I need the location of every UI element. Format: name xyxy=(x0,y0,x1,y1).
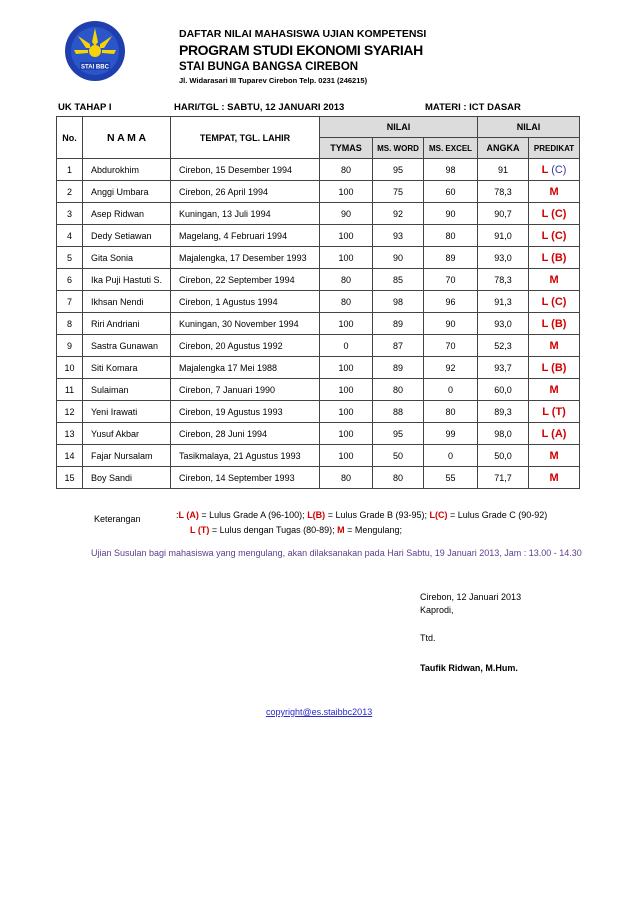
cell-nama: Ika Puji Hastuti S. xyxy=(83,269,171,291)
cell-nama: Gita Sonia xyxy=(83,247,171,269)
header-institution: STAI BUNGA BANGSA CIREBON xyxy=(179,61,359,73)
cell-ms-excel: 70 xyxy=(424,269,478,291)
cell-angka: 93,7 xyxy=(478,357,529,379)
cell-ms-excel: 92 xyxy=(424,357,478,379)
cell-no: 8 xyxy=(57,313,83,335)
cell-predikat: M xyxy=(529,181,580,203)
table-row xyxy=(57,291,580,313)
cell-angka: 71,7 xyxy=(478,467,529,489)
cell-ttl: Kuningan, 30 November 1994 xyxy=(171,313,320,335)
table-row xyxy=(57,467,580,489)
header-program: PROGRAM STUDI EKONOMI SYARIAH xyxy=(179,42,423,58)
table-row xyxy=(57,181,580,203)
cell-no: 15 xyxy=(57,467,83,489)
cell-ms-word: 75 xyxy=(373,181,424,203)
keterangan-line-1: :L (A) = Lulus Grade A (96-100); L(B) = Lulus Grade B (93-95); L(C) = Lulus Grade C (90-92) xyxy=(176,510,548,520)
cell-ttl: Majalengka 17 Mei 1988 xyxy=(171,357,320,379)
header-ms-word: MS. WORD xyxy=(373,138,424,159)
cell-predikat: L (C) xyxy=(529,291,580,313)
table-row xyxy=(57,225,580,247)
legend-lb: L(B) xyxy=(307,510,326,520)
cell-predikat: L (C) xyxy=(529,159,580,181)
cell-no: 9 xyxy=(57,335,83,357)
cell-ttl: Cirebon, 14 September 1993 xyxy=(171,467,320,489)
info-hari: HARI/TGL : SABTU, 12 JANUARI 2013 xyxy=(174,102,345,113)
signature-place-date: Cirebon, 12 Januari 2013 xyxy=(420,592,522,602)
signature-name: Taufik Ridwan, M.Hum. xyxy=(420,663,518,673)
cell-ttl: Majalengka, 17 Desember 1993 xyxy=(171,247,320,269)
signature-role: Kaprodi, xyxy=(420,605,454,615)
cell-ttl: Cirebon, 15 Desember 1994 xyxy=(171,159,320,181)
cell-tymas: 80 xyxy=(320,291,373,313)
cell-nama: Sulaiman xyxy=(83,379,171,401)
table-row xyxy=(57,379,580,401)
cell-ttl: Tasikmalaya, 21 Agustus 1993 xyxy=(171,445,320,467)
cell-ttl: Cirebon, 1 Agustus 1994 xyxy=(171,291,320,313)
cell-angka: 52,3 xyxy=(478,335,529,357)
cell-predikat: L (C) xyxy=(529,203,580,225)
cell-nama: Anggi Umbara xyxy=(83,181,171,203)
cell-ttl: Cirebon, 19 Agustus 1993 xyxy=(171,401,320,423)
keterangan-line-2: L (T) = Lulus dengan Tugas (80-89); M = Mengulang; xyxy=(190,525,402,535)
cell-tymas: 100 xyxy=(320,313,373,335)
cell-ms-word: 50 xyxy=(373,445,424,467)
cell-ms-excel: 0 xyxy=(424,379,478,401)
cell-nama: Asep Ridwan xyxy=(83,203,171,225)
table-row xyxy=(57,357,580,379)
cell-angka: 78,3 xyxy=(478,181,529,203)
legend-lc: L(C) xyxy=(429,510,448,520)
table-row xyxy=(57,247,580,269)
cell-tymas: 100 xyxy=(320,423,373,445)
cell-ttl: Cirebon, 7 Januari 1990 xyxy=(171,379,320,401)
cell-angka: 91 xyxy=(478,159,529,181)
cell-predikat: L (C) xyxy=(529,225,580,247)
header-nilai-1: NILAI xyxy=(320,117,478,138)
cell-no: 12 xyxy=(57,401,83,423)
cell-angka: 90,7 xyxy=(478,203,529,225)
cell-tymas: 80 xyxy=(320,269,373,291)
grade-table xyxy=(56,116,580,489)
cell-predikat: M xyxy=(529,379,580,401)
cell-ttl: Cirebon, 20 Agustus 1992 xyxy=(171,335,320,357)
cell-ms-word: 85 xyxy=(373,269,424,291)
cell-no: 10 xyxy=(57,357,83,379)
header-tymas: TYMAS xyxy=(320,138,373,159)
cell-predikat: M xyxy=(529,445,580,467)
cell-ms-excel: 55 xyxy=(424,467,478,489)
cell-angka: 60,0 xyxy=(478,379,529,401)
table-row xyxy=(57,269,580,291)
header-address: Jl. Widarasari III Tuparev Cirebon Telp. 0231 (246215) xyxy=(179,76,368,85)
cell-no: 2 xyxy=(57,181,83,203)
cell-ms-excel: 99 xyxy=(424,423,478,445)
cell-ms-word: 88 xyxy=(373,401,424,423)
table-row xyxy=(57,445,580,467)
legend-lt: L (T) xyxy=(190,525,210,535)
cell-ms-word: 90 xyxy=(373,247,424,269)
cell-ms-excel: 80 xyxy=(424,401,478,423)
cell-ms-excel: 90 xyxy=(424,203,478,225)
header-no: No. xyxy=(57,117,83,159)
cell-no: 6 xyxy=(57,269,83,291)
cell-ms-word: 95 xyxy=(373,423,424,445)
cell-tymas: 0 xyxy=(320,335,373,357)
cell-ms-word: 95 xyxy=(373,159,424,181)
cell-ms-word: 80 xyxy=(373,467,424,489)
cell-nama: Yusuf Akbar xyxy=(83,423,171,445)
cell-no: 3 xyxy=(57,203,83,225)
table-row xyxy=(57,423,580,445)
cell-angka: 91,3 xyxy=(478,291,529,313)
cell-tymas: 100 xyxy=(320,247,373,269)
legend-m: M xyxy=(337,525,345,535)
header-ms-excel: MS. EXCEL xyxy=(424,138,478,159)
cell-tymas: 100 xyxy=(320,379,373,401)
cell-predikat: M xyxy=(529,269,580,291)
cell-no: 7 xyxy=(57,291,83,313)
cell-nama: Sastra Gunawan xyxy=(83,335,171,357)
signature-ttd: Ttd. xyxy=(420,633,436,643)
cell-predikat: M xyxy=(529,335,580,357)
cell-nama: Dedy Setiawan xyxy=(83,225,171,247)
cell-nama: Riri Andriani xyxy=(83,313,171,335)
cell-ms-excel: 80 xyxy=(424,225,478,247)
cell-no: 13 xyxy=(57,423,83,445)
cell-predikat: L (B) xyxy=(529,357,580,379)
info-tahap: UK TAHAP I xyxy=(58,102,112,113)
stai-bbc-logo xyxy=(64,20,126,82)
cell-predikat: M xyxy=(529,467,580,489)
cell-ttl: Magelang, 4 Februari 1994 xyxy=(171,225,320,247)
cell-ms-excel: 96 xyxy=(424,291,478,313)
info-materi: MATERI : ICT DASAR xyxy=(425,102,521,113)
cell-ms-word: 89 xyxy=(373,313,424,335)
header-ttl: TEMPAT, TGL. LAHIR xyxy=(171,117,320,159)
cell-no: 4 xyxy=(57,225,83,247)
header-nilai-2: NILAI xyxy=(478,117,580,138)
cell-ttl: Cirebon, 26 April 1994 xyxy=(171,181,320,203)
header-predikat: PREDIKAT xyxy=(529,138,580,159)
cell-ms-word: 89 xyxy=(373,357,424,379)
copyright-link[interactable]: copyright@es.staibbc2013 xyxy=(266,707,373,717)
cell-ttl: Cirebon, 28 Juni 1994 xyxy=(171,423,320,445)
table-row xyxy=(57,401,580,423)
cell-no: 11 xyxy=(57,379,83,401)
cell-ms-word: 87 xyxy=(373,335,424,357)
table-row xyxy=(57,335,580,357)
cell-ms-excel: 89 xyxy=(424,247,478,269)
cell-predikat: L (A) xyxy=(529,423,580,445)
cell-no: 5 xyxy=(57,247,83,269)
cell-predikat: L (B) xyxy=(529,247,580,269)
cell-ms-excel: 0 xyxy=(424,445,478,467)
cell-angka: 93,0 xyxy=(478,313,529,335)
cell-ttl: Cirebon, 22 September 1994 xyxy=(171,269,320,291)
cell-angka: 91,0 xyxy=(478,225,529,247)
cell-ms-excel: 70 xyxy=(424,335,478,357)
cell-ms-word: 93 xyxy=(373,225,424,247)
logo-text: STAI BBC xyxy=(81,64,109,71)
cell-tymas: 100 xyxy=(320,181,373,203)
cell-ms-excel: 98 xyxy=(424,159,478,181)
cell-ms-excel: 60 xyxy=(424,181,478,203)
cell-tymas: 100 xyxy=(320,357,373,379)
cell-angka: 98,0 xyxy=(478,423,529,445)
header-nama: N A M A xyxy=(83,117,171,159)
makeup-exam-note: Ujian Susulan bagi mahasiswa yang mengulang, akan dilaksanakan pada Hari Sabtu, 19 Januari 2013, Jam : 13.00 - 14.30 xyxy=(91,548,582,558)
cell-nama: Boy Sandi xyxy=(83,467,171,489)
cell-tymas: 90 xyxy=(320,203,373,225)
cell-angka: 93,0 xyxy=(478,247,529,269)
cell-tymas: 100 xyxy=(320,225,373,247)
cell-nama: Fajar Nursalam xyxy=(83,445,171,467)
cell-no: 1 xyxy=(57,159,83,181)
legend-la: L (A) xyxy=(178,510,199,520)
cell-ms-word: 92 xyxy=(373,203,424,225)
cell-ms-word: 80 xyxy=(373,379,424,401)
cell-tymas: 80 xyxy=(320,467,373,489)
header-title: DAFTAR NILAI MAHASISWA UJIAN KOMPETENSI xyxy=(179,28,427,40)
cell-angka: 50,0 xyxy=(478,445,529,467)
cell-nama: Yeni Irawati xyxy=(83,401,171,423)
table-row xyxy=(57,203,580,225)
cell-predikat: L (B) xyxy=(529,313,580,335)
cell-nama: Siti Komara xyxy=(83,357,171,379)
table-row xyxy=(57,313,580,335)
cell-tymas: 100 xyxy=(320,401,373,423)
header-angka: ANGKA xyxy=(478,138,529,159)
cell-nama: Abdurokhim xyxy=(83,159,171,181)
cell-predikat: L (T) xyxy=(529,401,580,423)
cell-ms-word: 98 xyxy=(373,291,424,313)
cell-no: 14 xyxy=(57,445,83,467)
table-row xyxy=(57,159,580,181)
cell-tymas: 80 xyxy=(320,159,373,181)
cell-nama: Ikhsan Nendi xyxy=(83,291,171,313)
cell-ms-excel: 90 xyxy=(424,313,478,335)
cell-angka: 78,3 xyxy=(478,269,529,291)
cell-tymas: 100 xyxy=(320,445,373,467)
cell-ttl: Kuningan, 13 Juli 1994 xyxy=(171,203,320,225)
grade-table-body xyxy=(57,159,580,489)
cell-angka: 89,3 xyxy=(478,401,529,423)
keterangan-label: Keterangan xyxy=(94,514,141,524)
